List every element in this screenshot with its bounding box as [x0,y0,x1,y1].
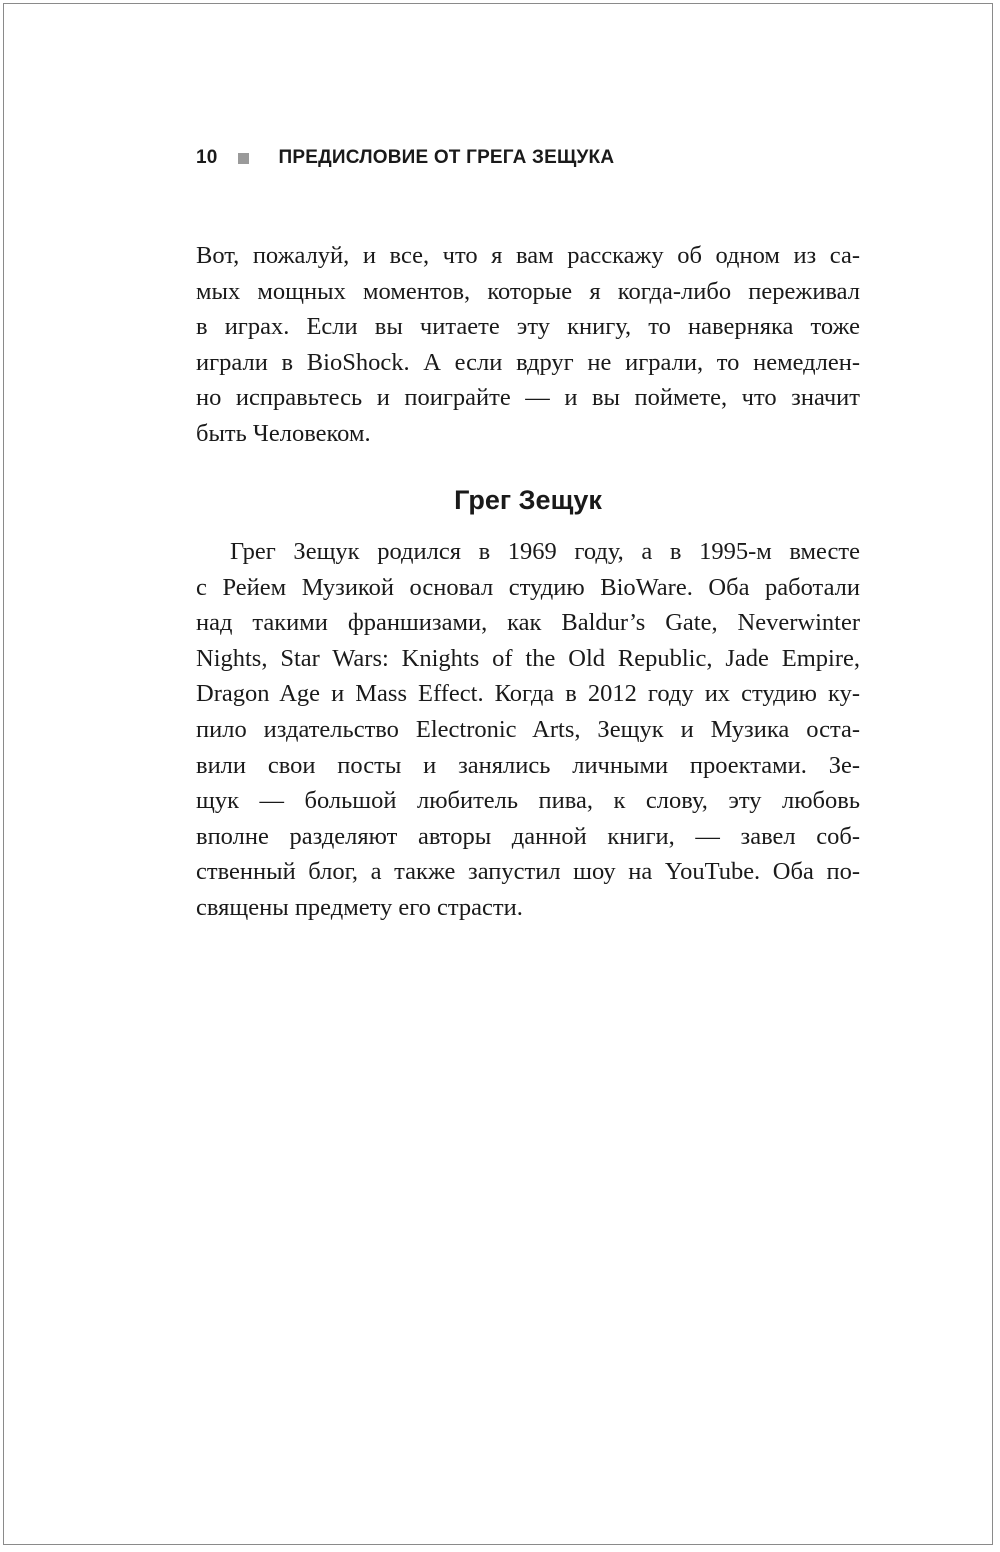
text-line: вполне разделяют авторы данной книги, — завел соб- [196,822,860,850]
text-line: пило издательство Electronic Arts, Зещук и Музика оста- [196,715,860,743]
text-line: ственный блог, а также запустил шоу на YouTube. Оба по- [196,858,860,886]
text-line: священы предмету его страсти. [196,893,523,921]
text-line: Dragon Age и Mass Effect. Когда в 2012 году их студию ку- [196,680,860,708]
square-bullet-icon [238,153,249,164]
text-line: Грег Зещук родился в 1969 году, а в 1995-м вместе [230,538,860,565]
text-line: вили свои посты и занялись личными проектами. Зе- [196,751,860,779]
chapter-title: ПРЕДИСЛОВИЕ ОТ ГРЕГА ЗЕЩУКА [278,147,615,168]
text-line: Вот, пожалуй, и все, что я вам расскажу об одном из са- [196,242,860,269]
text-line: с Рейем Музикой основал студию BioWare. Оба работали [196,573,860,601]
page-number: 10 [196,147,218,168]
text-line: играли в BioShock. А если вдруг не играли, то немедлен- [196,348,860,376]
intro-paragraph [196,238,860,452]
text-line: Nights, Star Wars: Knights of the Old Republic, Jade Empire, [196,644,860,672]
running-head [196,144,614,172]
text-line: щук — большой любитель пива, к слову, эту любовь [196,787,860,815]
text-line: в играх. Если вы читаете эту книгу, то наверняка тоже [196,313,860,341]
section-heading: Грег Зещук [454,485,602,515]
text-line: над такими франшизами, как Baldur’s Gate, Neverwinter [196,609,860,637]
text-line: мых мощных моментов, которые я когда-либо переживал [196,277,860,305]
bio-paragraph [196,534,860,926]
text-line: быть Человеком. [196,419,371,447]
text-line: но исправьтесь и поиграйте — и вы поймете, что значит [196,384,860,412]
